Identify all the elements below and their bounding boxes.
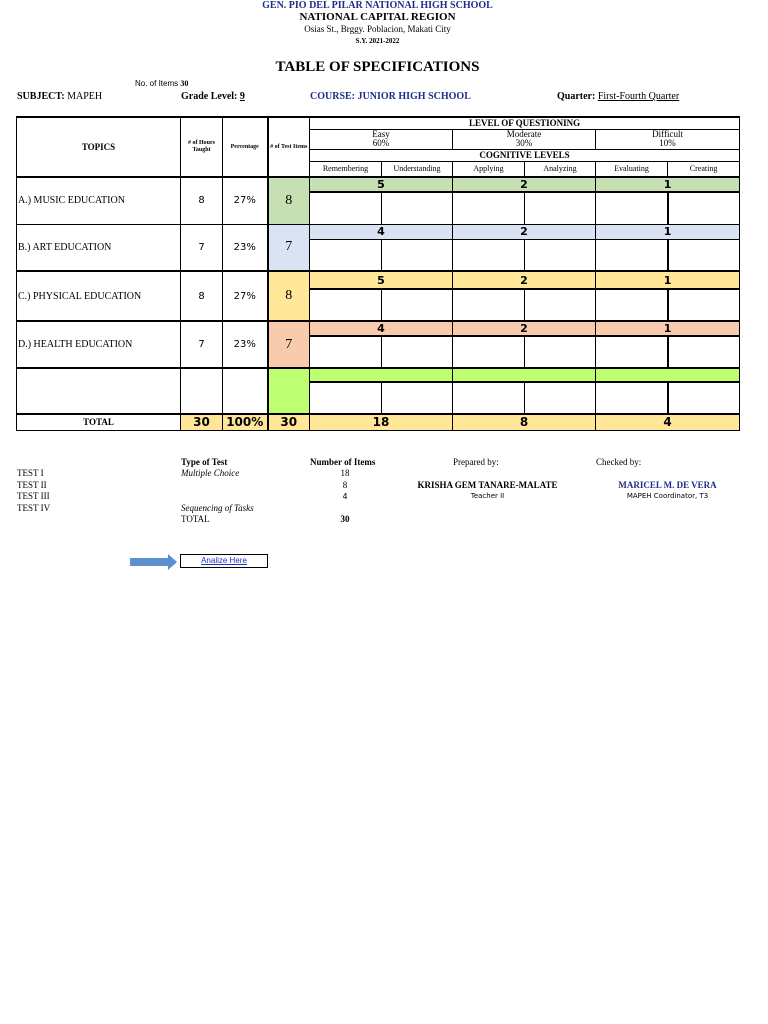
specifications-table — [16, 116, 740, 431]
hours-physical: 8 — [181, 271, 223, 321]
total-items: 30 — [268, 414, 310, 430]
type-of-test-label: Type of Test — [181, 457, 228, 467]
topic-physical: C.) PHYSICAL EDUCATION — [17, 271, 181, 321]
cell[interactable] — [310, 382, 382, 414]
easy-art: 4 — [310, 224, 453, 239]
items-music: 8 — [268, 177, 310, 224]
grade-level — [181, 91, 245, 102]
cell[interactable] — [382, 289, 453, 321]
cell[interactable] — [453, 336, 525, 368]
preparer-name: KRISHA GEM TANARE-MALATE — [417, 480, 558, 490]
cell[interactable] — [525, 289, 596, 321]
cell[interactable] — [525, 382, 596, 414]
difficult-art: 1 — [596, 224, 740, 239]
subject — [17, 91, 102, 102]
cog-analyzing: Analyzing — [525, 161, 596, 177]
pct-empty[interactable] — [223, 368, 268, 414]
checked-by-label: Checked by: — [596, 457, 642, 467]
cell[interactable] — [668, 336, 740, 368]
level-difficult: Difficult 10% — [596, 129, 740, 149]
hours-art: 7 — [181, 224, 223, 271]
cell[interactable] — [453, 289, 525, 321]
total-easy: 18 — [310, 414, 453, 430]
course-label: COURSE: — [310, 91, 356, 102]
level-easy: Easy 60% — [310, 129, 453, 149]
cell[interactable] — [668, 192, 740, 224]
cell[interactable] — [382, 382, 453, 414]
test-3-name: TEST III — [17, 491, 50, 501]
easy-health: 4 — [310, 321, 453, 336]
cell[interactable] — [453, 239, 525, 271]
topic-health: D.) HEALTH EDUCATION — [17, 321, 181, 368]
items-health: 7 — [268, 321, 310, 368]
pct-physical: 27% — [223, 271, 268, 321]
cell[interactable] — [525, 239, 596, 271]
difficult-health: 1 — [596, 321, 740, 336]
prepared-by-label: Prepared by: — [453, 457, 499, 467]
easy-physical: 5 — [310, 271, 453, 289]
no-of-items — [135, 79, 188, 88]
checker-title: MAPEH Coordinator, T3 — [626, 492, 709, 500]
pct-music: 27% — [223, 177, 268, 224]
level-questioning-header: LEVEL OF QUESTIONING — [310, 117, 740, 129]
moderate-health: 2 — [453, 321, 596, 336]
cell[interactable] — [310, 289, 382, 321]
cell[interactable] — [310, 192, 382, 224]
difficult-music: 1 — [596, 177, 740, 192]
subject-label: SUBJECT: — [17, 91, 65, 102]
quarter-value: First-Fourth Quarter — [597, 91, 680, 102]
cog-applying: Applying — [453, 161, 525, 177]
cell[interactable] — [382, 192, 453, 224]
moderate-art: 2 — [453, 224, 596, 239]
test-1-type: Multiple Choice — [181, 468, 240, 478]
cell[interactable] — [668, 382, 740, 414]
cell[interactable] — [596, 192, 668, 224]
moderate-physical: 2 — [453, 271, 596, 289]
pct-art: 23% — [223, 224, 268, 271]
checker-name: MARICEL M. DE VERA — [618, 480, 717, 490]
cell[interactable] — [453, 382, 525, 414]
moderate-music: 2 — [453, 177, 596, 192]
cell[interactable] — [310, 336, 382, 368]
topic-music: A.) MUSIC EDUCATION — [17, 177, 181, 224]
test-1-items: 18 — [340, 468, 350, 478]
number-of-items-label: Number of Items — [310, 457, 376, 467]
cell[interactable] — [310, 239, 382, 271]
page-title: TABLE OF SPECIFICATIONS — [275, 59, 480, 75]
cell[interactable] — [382, 336, 453, 368]
moderate-empty[interactable] — [453, 368, 596, 382]
no-items-value: 30 — [180, 79, 189, 88]
cell[interactable] — [453, 192, 525, 224]
analize-here-link[interactable] — [180, 554, 268, 568]
cognitive-levels-header: COGNITIVE LEVELS — [310, 149, 740, 161]
test-2-name: TEST II — [17, 480, 47, 490]
quarter — [557, 91, 679, 102]
cell[interactable] — [525, 192, 596, 224]
cog-evaluating: Evaluating — [596, 161, 668, 177]
arrow-right-icon — [130, 554, 178, 570]
cog-creating: Creating — [668, 161, 740, 177]
course — [310, 91, 471, 102]
items-art: 7 — [268, 224, 310, 271]
grade-value: 9 — [239, 91, 245, 102]
cell[interactable] — [596, 239, 668, 271]
test-2-items: 8 — [342, 480, 348, 490]
topic-art: B.) ART EDUCATION — [17, 224, 181, 271]
school-name: GEN. PIO DEL PILAR NATIONAL HIGH SCHOOL — [262, 0, 493, 11]
grade-label: Grade Level: — [181, 91, 238, 102]
preparer-title: Teacher II — [470, 492, 505, 500]
no-items-label: No. of Items — [135, 79, 179, 88]
items-header: # of Test Items — [268, 117, 310, 177]
analize-here-label[interactable]: Analize Here — [201, 556, 247, 565]
cell[interactable] — [596, 289, 668, 321]
topics-header: TOPICS — [17, 117, 181, 177]
cell[interactable] — [668, 289, 740, 321]
cell[interactable] — [525, 336, 596, 368]
test-4-name: TEST IV — [17, 503, 51, 513]
items-empty[interactable] — [268, 368, 310, 414]
easy-empty[interactable] — [310, 368, 453, 382]
difficult-empty[interactable] — [596, 368, 740, 382]
test-1-name: TEST I — [17, 468, 44, 478]
test-3-items: 4 — [342, 492, 348, 501]
hours-music: 8 — [181, 177, 223, 224]
easy-music: 5 — [310, 177, 453, 192]
cell[interactable] — [596, 336, 668, 368]
cog-remembering: Remembering — [310, 161, 382, 177]
percentage-header: Percentage — [223, 117, 268, 177]
total-hours: 30 — [181, 414, 223, 430]
hours-header: # of Hours Taught — [181, 117, 223, 177]
quarter-label: Quarter: — [557, 91, 596, 102]
cell[interactable] — [596, 382, 668, 414]
test-4-type: Sequencing of Tasks — [181, 503, 254, 513]
cell[interactable] — [668, 239, 740, 271]
subject-value: MAPEH — [67, 91, 103, 102]
region-name: NATIONAL CAPITAL REGION — [299, 11, 456, 23]
items-physical: 8 — [268, 271, 310, 321]
footer-total-items: 30 — [340, 514, 350, 524]
school-address: Osias St., Brggy. Poblacion, Makati City — [304, 24, 451, 34]
total-label: TOTAL — [17, 414, 181, 430]
pct-health: 23% — [223, 321, 268, 368]
level-moderate: Moderate 30% — [453, 129, 596, 149]
cog-understanding: Understanding — [382, 161, 453, 177]
course-value: JUNIOR HIGH SCHOOL — [357, 91, 471, 102]
total-moderate: 8 — [453, 414, 596, 430]
footer-total-label: TOTAL — [181, 514, 210, 524]
topic-empty[interactable] — [17, 368, 181, 414]
total-pct: 100% — [223, 414, 268, 430]
cell[interactable] — [382, 239, 453, 271]
school-year: S.Y. 2021-2022 — [355, 37, 400, 45]
hours-empty[interactable] — [181, 368, 223, 414]
hours-health: 7 — [181, 321, 223, 368]
difficult-physical: 1 — [596, 271, 740, 289]
total-difficult: 4 — [596, 414, 740, 430]
